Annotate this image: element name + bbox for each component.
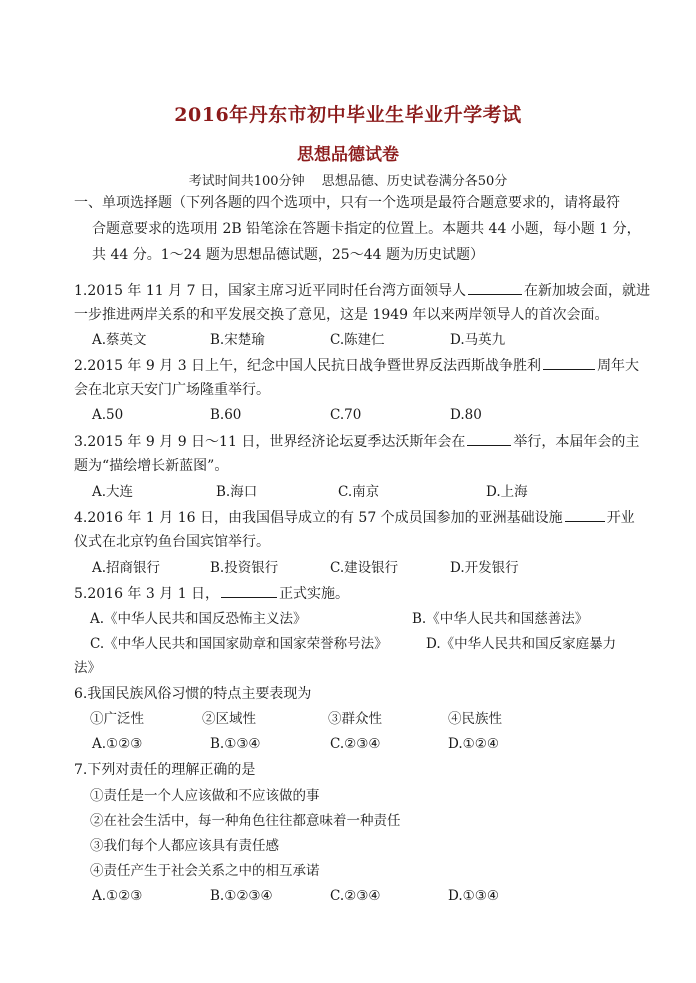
option-a: A.招商银行 [92, 560, 161, 576]
question-text: 1.2015 年 11 月 7 日，国家主席习近平同时任台湾方面领导人 [74, 283, 466, 299]
question-text: 正式实施。 [279, 586, 350, 602]
section-instruction-line: 共 44 分。1～24 题为思想品德试题，25～44 题为历史试题） [92, 247, 484, 263]
question-text: 2.2015 年 9 月 3 日上午，纪念中国人民抗日战争暨世界反法西斯战争胜利 [74, 358, 542, 374]
option-b: B.海口 [216, 484, 258, 500]
option-d: D.上海 [486, 484, 528, 500]
statement-4: ④责任产生于社会关系之中的相互承诺 [90, 863, 320, 879]
option-a: A.50 [92, 407, 124, 423]
answer-blank [467, 431, 511, 446]
question-2-stem [74, 355, 639, 376]
statement-2: ②在社会生活中，每一种角色往往都意味着一种责任 [90, 813, 401, 829]
option-b: B.投资银行 [210, 560, 279, 576]
option-d: D.开发银行 [450, 560, 519, 576]
option-c: C.陈建仁 [330, 332, 385, 348]
option-d-cont: 法》 [74, 660, 101, 676]
question-7-stem: 7.下列对责任的理解正确的是 [74, 762, 256, 778]
statement-1: ①广泛性 [90, 711, 144, 727]
exam-info: 考试时间共100分钟 思想品德、历史试卷满分各50分 [188, 174, 508, 189]
option-c: C.《中华人民共和国国家勋章和国家荣誉称号法》 [90, 636, 388, 652]
answer-blank [543, 355, 595, 370]
answer-blank [565, 507, 605, 522]
statement-3: ③群众性 [328, 711, 382, 727]
option-b: B.《中华人民共和国慈善法》 [412, 611, 589, 627]
exam-title: 2016年丹东市初中毕业生毕业升学考试 [174, 104, 522, 126]
question-3-stem-cont: 题为“描绘增长新蓝图”。 [74, 458, 229, 474]
question-1-stem-cont: 一步推进两岸关系的和平发展交换了意见，这是 1949 年以来两岸领导人的首次会面。 [74, 307, 609, 323]
statement-3: ③我们每个人都应该具有责任感 [90, 838, 279, 854]
answer-blank [468, 280, 522, 295]
question-5-stem [74, 583, 349, 604]
option-a: A.大连 [92, 484, 134, 500]
question-text: 在新加坡会面，就进 [523, 283, 650, 299]
option-d: D.①③④ [448, 888, 499, 904]
option-d: D.马英九 [450, 332, 506, 348]
statement-2: ②区域性 [202, 711, 256, 727]
option-b: B.宋楚瑜 [210, 332, 265, 348]
option-c: C.建设银行 [330, 560, 399, 576]
option-a: A.①②③ [92, 888, 143, 904]
question-2-stem-cont: 会在北京天安门广场隆重举行。 [74, 382, 270, 398]
question-text: 举行，本届年会的主 [513, 434, 640, 450]
question-text: 5.2016 年 3 月 1 日， [74, 586, 220, 602]
option-b: B.①③④ [210, 736, 261, 752]
option-b: B.60 [210, 407, 242, 423]
option-a: A.①②③ [92, 736, 143, 752]
option-a: A.《中华人民共和国反恐怖主义法》 [90, 611, 307, 627]
question-text: 4.2016 年 1 月 16 日，由我国倡导成立的有 57 个成员国参加的亚洲基础设施 [74, 510, 563, 526]
option-c: C.②③④ [330, 888, 381, 904]
option-c: C.70 [330, 407, 362, 423]
question-6-stem: 6.我国民族风俗习惯的特点主要表现为 [74, 686, 312, 702]
question-4-stem [74, 507, 635, 528]
option-d: D.①②④ [448, 736, 499, 752]
option-a: A.蔡英文 [92, 332, 147, 348]
question-3-stem [74, 431, 639, 452]
option-c: C.②③④ [330, 736, 381, 752]
option-d: D.80 [450, 407, 482, 423]
statement-4: ④民族性 [448, 711, 502, 727]
exam-subject: 思想品德试卷 [297, 145, 399, 165]
question-4-stem-cont: 仪式在北京钓鱼台国宾馆举行。 [74, 534, 270, 550]
question-text: 周年大 [597, 358, 640, 374]
question-1-stem [74, 280, 650, 301]
statement-1: ①责任是一个人应该做和不应该做的事 [90, 788, 320, 804]
option-c: C.南京 [338, 484, 380, 500]
section-heading: 一、单项选择题（下列各题的四个选项中，只有一个选项是最符合题意要求的，请将最符 [74, 195, 620, 211]
question-text: 开业 [606, 510, 635, 526]
question-text: 3.2015 年 9 月 9 日～11 日，世界经济论坛夏季达沃斯年会在 [74, 434, 466, 450]
answer-blank [221, 583, 277, 598]
section-instruction-line: 合题意要求的选项用 2B 铅笔涂在答题卡指定的位置上。本题共 44 小题，每小题 1 分， [92, 221, 641, 237]
option-b: B.①②③④ [210, 888, 273, 904]
option-d: D.《中华人民共和国反家庭暴力 [426, 636, 617, 652]
